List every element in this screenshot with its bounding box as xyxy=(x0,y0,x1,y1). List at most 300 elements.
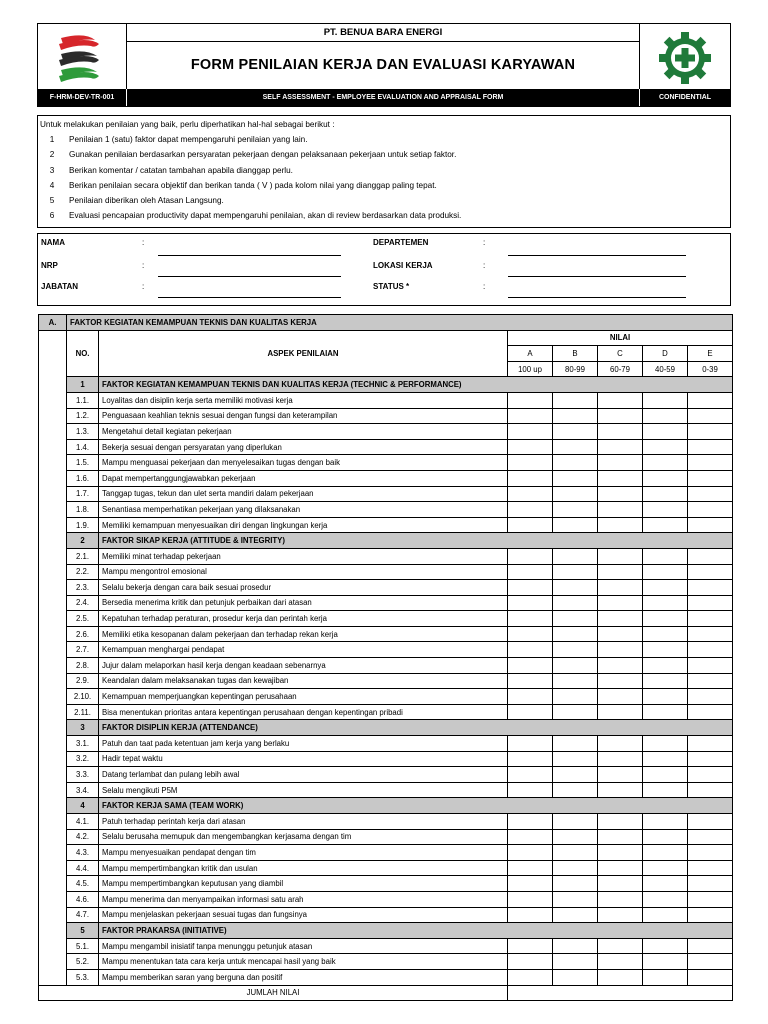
score-cell-a[interactable] xyxy=(508,580,553,596)
score-cell-e[interactable] xyxy=(688,907,733,923)
score-cell-b[interactable] xyxy=(553,642,598,658)
criteria-row xyxy=(39,891,733,907)
score-cell-e[interactable] xyxy=(688,876,733,892)
score-cell-b[interactable] xyxy=(553,408,598,424)
score-cell-a[interactable] xyxy=(508,814,553,830)
score-cell-a[interactable] xyxy=(508,595,553,611)
criteria-number: 2.10. xyxy=(67,689,99,705)
score-cell-e[interactable] xyxy=(688,938,733,954)
criteria-row xyxy=(39,517,733,533)
score-cell-a[interactable] xyxy=(508,860,553,876)
score-cell-c[interactable] xyxy=(598,486,643,502)
score-cell-b[interactable] xyxy=(553,673,598,689)
left-gutter xyxy=(39,891,67,907)
score-cell-a[interactable] xyxy=(508,845,553,861)
left-gutter xyxy=(39,580,67,596)
score-cell-a[interactable] xyxy=(508,517,553,533)
score-cell-c[interactable] xyxy=(598,580,643,596)
criteria-text: Dapat mempertanggungjawabkan pekerjaan xyxy=(99,470,508,486)
score-cell-c[interactable] xyxy=(598,455,643,471)
nrp-field[interactable] xyxy=(158,276,341,277)
score-cell-b[interactable] xyxy=(553,392,598,408)
score-cell-a[interactable] xyxy=(508,611,553,627)
score-cell-e[interactable] xyxy=(688,860,733,876)
left-gutter xyxy=(39,876,67,892)
doc-code-bar: F-HRM-DEV-TR-001 xyxy=(38,89,126,106)
score-cell-a[interactable] xyxy=(508,673,553,689)
score-cell-c[interactable] xyxy=(598,673,643,689)
score-cell-e[interactable] xyxy=(688,548,733,564)
score-cell-b[interactable] xyxy=(553,891,598,907)
criteria-row xyxy=(39,689,733,705)
score-cell-a[interactable] xyxy=(508,626,553,642)
score-cell-d[interactable] xyxy=(643,502,688,518)
score-cell-c[interactable] xyxy=(598,860,643,876)
grade-e: E xyxy=(688,346,733,362)
score-cell-a[interactable] xyxy=(508,689,553,705)
score-cell-e[interactable] xyxy=(688,969,733,985)
total-row xyxy=(39,985,733,1001)
score-cell-c[interactable] xyxy=(598,626,643,642)
score-cell-e[interactable] xyxy=(688,782,733,798)
score-cell-c[interactable] xyxy=(598,548,643,564)
score-cell-d[interactable] xyxy=(643,829,688,845)
score-cell-e[interactable] xyxy=(688,486,733,502)
factor-group-row xyxy=(39,720,733,736)
left-gutter xyxy=(39,564,67,580)
left-gutter xyxy=(39,767,67,783)
score-cell-d[interactable] xyxy=(643,486,688,502)
criteria-text: Mampu menentukan tata cara kerja untuk mencapai hasil yang baik xyxy=(99,954,508,970)
criteria-row xyxy=(39,814,733,830)
score-cell-e[interactable] xyxy=(688,673,733,689)
score-cell-c[interactable] xyxy=(598,938,643,954)
score-cell-b[interactable] xyxy=(553,502,598,518)
range-b: 80-99 xyxy=(553,361,598,377)
score-cell-b[interactable] xyxy=(553,704,598,720)
criteria-row xyxy=(39,751,733,767)
score-cell-c[interactable] xyxy=(598,470,643,486)
score-cell-e[interactable] xyxy=(688,611,733,627)
criteria-row xyxy=(39,860,733,876)
factor-number: 5 xyxy=(67,923,99,939)
criteria-text: Patuh dan taat pada ketentuan jam kerja yang berlaku xyxy=(99,736,508,752)
score-cell-d[interactable] xyxy=(643,517,688,533)
score-cell-a[interactable] xyxy=(508,502,553,518)
score-cell-d[interactable] xyxy=(643,938,688,954)
section-title: FAKTOR KEGIATAN KEMAMPUAN TEKNIS DAN KUALITAS KERJA xyxy=(67,315,733,331)
criteria-number: 5.2. xyxy=(67,954,99,970)
score-cell-a[interactable] xyxy=(508,876,553,892)
score-cell-b[interactable] xyxy=(553,611,598,627)
criteria-number: 3.4. xyxy=(67,782,99,798)
score-cell-d[interactable] xyxy=(643,392,688,408)
score-cell-c[interactable] xyxy=(598,642,643,658)
score-cell-e[interactable] xyxy=(688,564,733,580)
criteria-text: Selalu bekerja dengan cara baik sesuai prosedur xyxy=(99,580,508,596)
jabatan-colon: : xyxy=(142,282,145,291)
score-cell-e[interactable] xyxy=(688,626,733,642)
score-cell-d[interactable] xyxy=(643,595,688,611)
score-cell-a[interactable] xyxy=(508,829,553,845)
status-colon: : xyxy=(483,282,486,291)
criteria-number: 1.6. xyxy=(67,470,99,486)
score-cell-e[interactable] xyxy=(688,392,733,408)
criteria-text: Kemampuan memperjuangkan kepentingan perusahaan xyxy=(99,689,508,705)
criteria-row xyxy=(39,876,733,892)
score-cell-c[interactable] xyxy=(598,969,643,985)
safety-gear-logo xyxy=(655,32,715,84)
score-cell-c[interactable] xyxy=(598,876,643,892)
score-cell-b[interactable] xyxy=(553,969,598,985)
left-gutter xyxy=(39,923,67,939)
score-cell-c[interactable] xyxy=(598,736,643,752)
score-cell-c[interactable] xyxy=(598,751,643,767)
score-cell-e[interactable] xyxy=(688,891,733,907)
instruction-num: 2 xyxy=(49,150,55,159)
criteria-row xyxy=(39,642,733,658)
score-cell-e[interactable] xyxy=(688,704,733,720)
score-cell-e[interactable] xyxy=(688,829,733,845)
left-gutter xyxy=(39,720,67,736)
left-gutter xyxy=(39,611,67,627)
score-cell-d[interactable] xyxy=(643,751,688,767)
score-cell-b[interactable] xyxy=(553,845,598,861)
left-gutter xyxy=(39,954,67,970)
jabatan-field[interactable] xyxy=(158,297,341,298)
factor-number: 3 xyxy=(67,720,99,736)
score-cell-e[interactable] xyxy=(688,658,733,674)
score-cell-a[interactable] xyxy=(508,564,553,580)
score-cell-e[interactable] xyxy=(688,424,733,440)
score-cell-b[interactable] xyxy=(553,782,598,798)
left-gutter xyxy=(39,751,67,767)
col-no-header: NO. xyxy=(67,330,99,377)
score-cell-a[interactable] xyxy=(508,642,553,658)
left-gutter xyxy=(39,658,67,674)
score-cell-a[interactable] xyxy=(508,907,553,923)
left-gutter xyxy=(39,782,67,798)
score-cell-e[interactable] xyxy=(688,642,733,658)
score-cell-b[interactable] xyxy=(553,907,598,923)
form-title: FORM PENILAIAN KERJA DAN EVALUASI KARYAWAN xyxy=(190,57,576,73)
criteria-row xyxy=(39,439,733,455)
criteria-text: Mampu mempertimbangkan kritik dan usulan xyxy=(99,860,508,876)
score-cell-a[interactable] xyxy=(508,455,553,471)
score-cell-d[interactable] xyxy=(643,470,688,486)
score-cell-b[interactable] xyxy=(553,548,598,564)
score-cell-a[interactable] xyxy=(508,439,553,455)
score-cell-e[interactable] xyxy=(688,470,733,486)
criteria-number: 4.3. xyxy=(67,845,99,861)
criteria-number: 3.2. xyxy=(67,751,99,767)
factor-group-row xyxy=(39,377,733,393)
score-cell-c[interactable] xyxy=(598,954,643,970)
score-cell-d[interactable] xyxy=(643,658,688,674)
left-gutter xyxy=(39,829,67,845)
score-cell-e[interactable] xyxy=(688,455,733,471)
score-cell-e[interactable] xyxy=(688,439,733,455)
score-cell-c[interactable] xyxy=(598,907,643,923)
factor-number: 2 xyxy=(67,533,99,549)
left-gutter xyxy=(39,548,67,564)
score-cell-c[interactable] xyxy=(598,829,643,845)
score-cell-d[interactable] xyxy=(643,704,688,720)
instructions-intro: Untuk melakukan penilaian yang baik, perlu diperhatikan hal-hal sebagai berikut : xyxy=(40,120,335,129)
score-cell-d[interactable] xyxy=(643,969,688,985)
score-cell-b[interactable] xyxy=(553,439,598,455)
col-aspek-header: ASPEK PENILAIAN xyxy=(99,330,508,377)
departemen-field[interactable] xyxy=(508,255,686,256)
score-cell-a[interactable] xyxy=(508,767,553,783)
score-cell-b[interactable] xyxy=(553,876,598,892)
score-cell-c[interactable] xyxy=(598,782,643,798)
score-cell-a[interactable] xyxy=(508,408,553,424)
score-cell-d[interactable] xyxy=(643,782,688,798)
score-cell-e[interactable] xyxy=(688,595,733,611)
grade-a: A xyxy=(508,346,553,362)
left-gutter xyxy=(39,377,67,393)
score-cell-d[interactable] xyxy=(643,907,688,923)
score-cell-b[interactable] xyxy=(553,424,598,440)
score-cell-d[interactable] xyxy=(643,642,688,658)
score-cell-d[interactable] xyxy=(643,891,688,907)
score-cell-d[interactable] xyxy=(643,673,688,689)
range-e: 0-39 xyxy=(688,361,733,377)
score-cell-c[interactable] xyxy=(598,767,643,783)
status-field[interactable] xyxy=(508,297,686,298)
score-cell-b[interactable] xyxy=(553,486,598,502)
score-cell-d[interactable] xyxy=(643,408,688,424)
score-cell-d[interactable] xyxy=(643,876,688,892)
range-d: 40-59 xyxy=(643,361,688,377)
score-cell-a[interactable] xyxy=(508,969,553,985)
score-cell-b[interactable] xyxy=(553,751,598,767)
criteria-text: Keandalan dalam melaksanakan tugas dan kewajiban xyxy=(99,673,508,689)
score-cell-d[interactable] xyxy=(643,564,688,580)
criteria-number: 1.2. xyxy=(67,408,99,424)
score-cell-d[interactable] xyxy=(643,814,688,830)
left-gutter xyxy=(39,673,67,689)
criteria-text: Senantiasa memperhatikan pekerjaan yang dilaksanakan xyxy=(99,502,508,518)
score-cell-e[interactable] xyxy=(688,954,733,970)
score-cell-d[interactable] xyxy=(643,548,688,564)
score-cell-c[interactable] xyxy=(598,814,643,830)
left-gutter xyxy=(39,814,67,830)
criteria-number: 1.7. xyxy=(67,486,99,502)
criteria-row xyxy=(39,564,733,580)
score-cell-a[interactable] xyxy=(508,736,553,752)
evaluation-table xyxy=(38,314,733,1001)
score-cell-b[interactable] xyxy=(553,564,598,580)
score-cell-b[interactable] xyxy=(553,954,598,970)
score-cell-b[interactable] xyxy=(553,658,598,674)
criteria-row xyxy=(39,580,733,596)
criteria-row xyxy=(39,954,733,970)
left-gutter xyxy=(39,502,67,518)
score-cell-b[interactable] xyxy=(553,595,598,611)
range-c: 60-79 xyxy=(598,361,643,377)
criteria-number: 2.8. xyxy=(67,658,99,674)
score-cell-a[interactable] xyxy=(508,424,553,440)
score-cell-b[interactable] xyxy=(553,860,598,876)
score-cell-a[interactable] xyxy=(508,658,553,674)
score-cell-d[interactable] xyxy=(643,580,688,596)
score-cell-a[interactable] xyxy=(508,470,553,486)
score-cell-c[interactable] xyxy=(598,408,643,424)
score-cell-c[interactable] xyxy=(598,658,643,674)
criteria-row xyxy=(39,470,733,486)
criteria-text: Mampu menyesuaikan pendapat dengan tim xyxy=(99,845,508,861)
score-cell-b[interactable] xyxy=(553,689,598,705)
score-cell-c[interactable] xyxy=(598,891,643,907)
nama-field[interactable] xyxy=(158,255,341,256)
score-cell-c[interactable] xyxy=(598,689,643,705)
score-cell-e[interactable] xyxy=(688,845,733,861)
score-cell-a[interactable] xyxy=(508,704,553,720)
score-cell-c[interactable] xyxy=(598,845,643,861)
score-cell-b[interactable] xyxy=(553,626,598,642)
score-cell-a[interactable] xyxy=(508,938,553,954)
score-cell-e[interactable] xyxy=(688,408,733,424)
criteria-row xyxy=(39,704,733,720)
score-cell-c[interactable] xyxy=(598,517,643,533)
col-nilai-header: NILAI xyxy=(508,330,733,346)
score-cell-b[interactable] xyxy=(553,580,598,596)
score-cell-c[interactable] xyxy=(598,392,643,408)
score-cell-e[interactable] xyxy=(688,767,733,783)
criteria-row xyxy=(39,782,733,798)
score-cell-a[interactable] xyxy=(508,486,553,502)
score-cell-d[interactable] xyxy=(643,954,688,970)
score-cell-a[interactable] xyxy=(508,891,553,907)
score-cell-a[interactable] xyxy=(508,782,553,798)
company-name: PT. BENUA BARA ENERGI xyxy=(127,24,639,42)
score-cell-d[interactable] xyxy=(643,439,688,455)
criteria-text: Mampu menerima dan menyampaikan informasi satu arah xyxy=(99,891,508,907)
instruction-text: Penilaian 1 (satu) faktor dapat mempengaruhi penilaian yang lain. xyxy=(69,135,308,144)
factor-group-row xyxy=(39,798,733,814)
score-cell-c[interactable] xyxy=(598,439,643,455)
score-cell-b[interactable] xyxy=(553,455,598,471)
instruction-num: 5 xyxy=(49,196,55,205)
criteria-row xyxy=(39,548,733,564)
score-cell-d[interactable] xyxy=(643,455,688,471)
factor-title: FAKTOR KERJA SAMA (TEAM WORK) xyxy=(99,798,733,814)
criteria-text: Memiliki etika kesopanan dalam pekerjaan dan terhadap rekan kerja xyxy=(99,626,508,642)
nrp-label: NRP xyxy=(41,261,58,270)
score-cell-d[interactable] xyxy=(643,611,688,627)
criteria-number: 1.3. xyxy=(67,424,99,440)
left-gutter xyxy=(39,845,67,861)
criteria-row xyxy=(39,392,733,408)
criteria-text: Selalu mengikuti P5M xyxy=(99,782,508,798)
left-gutter xyxy=(39,455,67,471)
criteria-row xyxy=(39,486,733,502)
score-cell-b[interactable] xyxy=(553,517,598,533)
score-cell-c[interactable] xyxy=(598,595,643,611)
score-cell-d[interactable] xyxy=(643,845,688,861)
score-cell-e[interactable] xyxy=(688,814,733,830)
left-gutter xyxy=(39,595,67,611)
criteria-number: 4.1. xyxy=(67,814,99,830)
criteria-number: 2.1. xyxy=(67,548,99,564)
factor-title: FAKTOR PRAKARSA (INITIATIVE) xyxy=(99,923,733,939)
score-cell-e[interactable] xyxy=(688,580,733,596)
score-cell-b[interactable] xyxy=(553,829,598,845)
factor-group-row xyxy=(39,533,733,549)
criteria-row xyxy=(39,424,733,440)
score-cell-a[interactable] xyxy=(508,954,553,970)
left-gutter xyxy=(39,938,67,954)
score-cell-d[interactable] xyxy=(643,689,688,705)
criteria-row xyxy=(39,658,733,674)
lokasi-field[interactable] xyxy=(508,276,686,277)
score-cell-d[interactable] xyxy=(643,860,688,876)
score-cell-c[interactable] xyxy=(598,424,643,440)
criteria-number: 2.2. xyxy=(67,564,99,580)
header-row-1 xyxy=(39,330,733,346)
criteria-row xyxy=(39,938,733,954)
criteria-row xyxy=(39,595,733,611)
score-cell-e[interactable] xyxy=(688,751,733,767)
score-cell-c[interactable] xyxy=(598,704,643,720)
score-cell-a[interactable] xyxy=(508,751,553,767)
criteria-number: 2.3. xyxy=(67,580,99,596)
score-cell-e[interactable] xyxy=(688,689,733,705)
score-cell-c[interactable] xyxy=(598,502,643,518)
instruction-num: 6 xyxy=(49,211,55,220)
score-cell-d[interactable] xyxy=(643,736,688,752)
score-cell-c[interactable] xyxy=(598,611,643,627)
score-cell-a[interactable] xyxy=(508,548,553,564)
criteria-text: Kemampuan menghargai pendapat xyxy=(99,642,508,658)
left-gutter xyxy=(39,736,67,752)
criteria-row xyxy=(39,408,733,424)
criteria-number: 1.8. xyxy=(67,502,99,518)
score-cell-e[interactable] xyxy=(688,517,733,533)
section-a-row xyxy=(39,315,733,331)
instruction-text: Gunakan penilaian berdasarkan persyaratan pekerjaan dengan pelaksanaan pekerjaan untuk setiap faktor. xyxy=(69,150,457,159)
instruction-num: 1 xyxy=(49,135,55,144)
score-cell-b[interactable] xyxy=(553,814,598,830)
criteria-row xyxy=(39,455,733,471)
header-logo-divider-right xyxy=(639,23,640,89)
criteria-text: Selalu berusaha memupuk dan mengembangkan kerjasama dengan tim xyxy=(99,829,508,845)
score-cell-b[interactable] xyxy=(553,767,598,783)
score-cell-d[interactable] xyxy=(643,626,688,642)
left-gutter xyxy=(39,626,67,642)
score-cell-b[interactable] xyxy=(553,938,598,954)
score-cell-a[interactable] xyxy=(508,392,553,408)
score-cell-d[interactable] xyxy=(643,424,688,440)
total-value-cell[interactable] xyxy=(508,985,733,1001)
instruction-text: Berikan komentar / catatan tambahan apabila dianggap perlu. xyxy=(69,166,293,175)
criteria-number: 4.7. xyxy=(67,907,99,923)
score-cell-b[interactable] xyxy=(553,470,598,486)
score-cell-e[interactable] xyxy=(688,502,733,518)
criteria-row xyxy=(39,767,733,783)
criteria-text: Mengetahui detail kegiatan pekerjaan xyxy=(99,424,508,440)
criteria-number: 5.3. xyxy=(67,969,99,985)
criteria-text: Mampu mengontrol emosional xyxy=(99,564,508,580)
score-cell-d[interactable] xyxy=(643,767,688,783)
lokasi-colon: : xyxy=(483,261,486,270)
score-cell-b[interactable] xyxy=(553,736,598,752)
score-cell-e[interactable] xyxy=(688,736,733,752)
subtitle-bar: SELF ASSESSMENT - EMPLOYEE EVALUATION AND APPRAISAL FORM xyxy=(127,89,639,106)
score-cell-c[interactable] xyxy=(598,564,643,580)
